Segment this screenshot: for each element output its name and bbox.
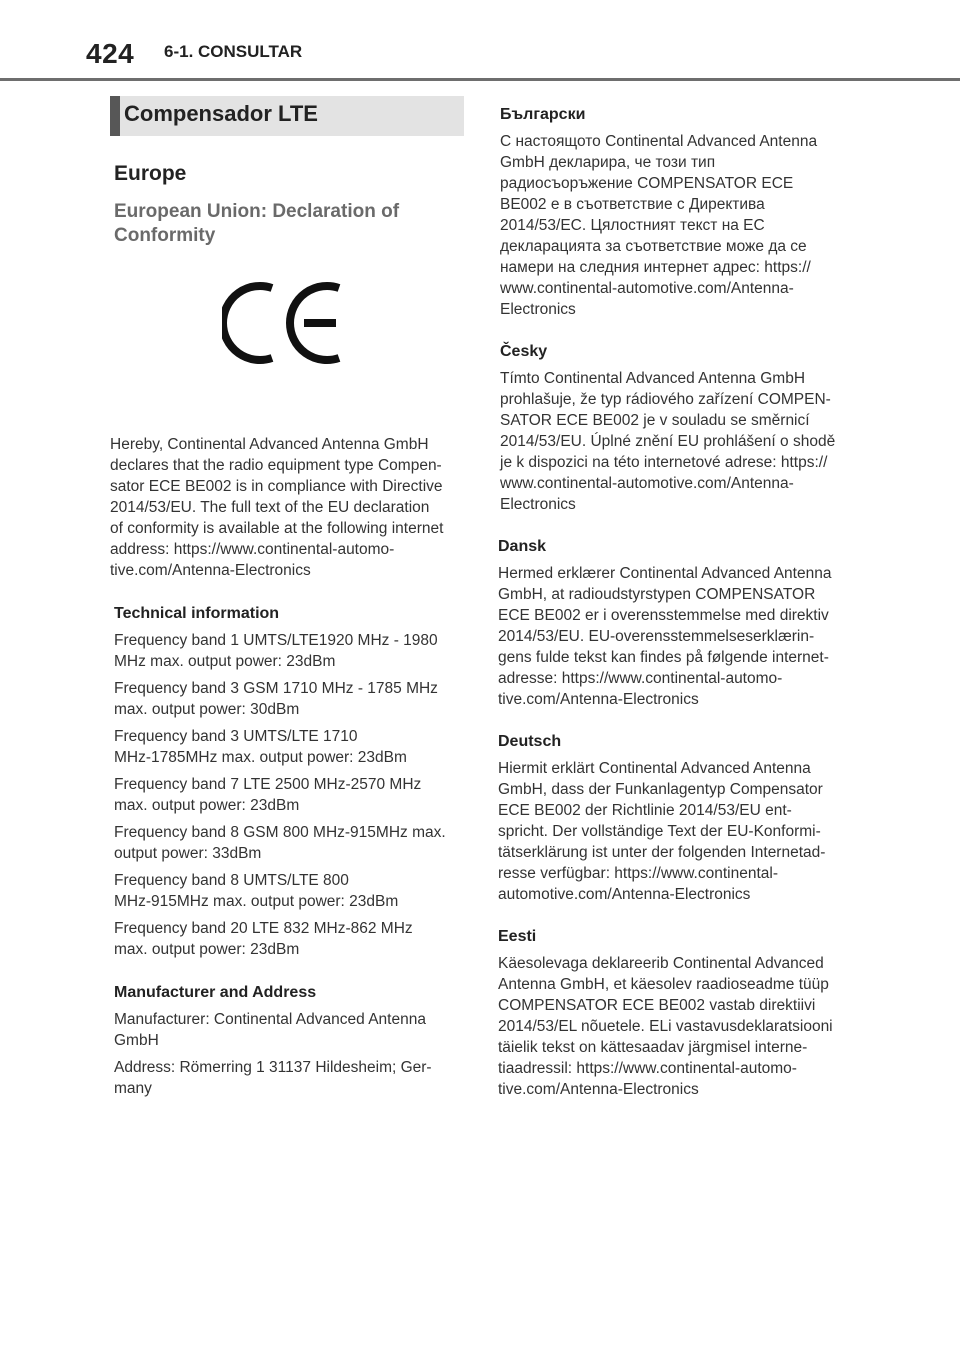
list-item: Frequency band 7 LTE 2500 MHz-2570 MHz max. output power: 23dBm xyxy=(114,776,422,814)
ce-mark-icon xyxy=(222,278,352,368)
language-block-german xyxy=(498,731,848,905)
list-item: Manufacturer: Continental Advanced Antenna GmbH xyxy=(114,1011,426,1049)
left-column xyxy=(110,96,464,1099)
list-item: Frequency band 8 GSM 800 MHz-915MHz max. output power: 33dBm xyxy=(114,824,446,862)
language-heading: Dansk xyxy=(498,538,547,555)
language-text: Hermed erklærer Continental Advanced Antenna GmbH, at radioudstyrstypen COMPENSATOR ECE BE002 er i overensstemmelse med direktiv 2014/53/EU. EU-overensstemmelseserklærin- gens fulde tekst kan findes på følgende internet- adresse: https://www.continental-automo- tive.com/Antenna-Electronics xyxy=(498,565,832,708)
section-title-bar xyxy=(110,96,120,136)
list-item: Frequency band 3 UMTS/LTE 1710 MHz-1785MHz max. output power: 23dBm xyxy=(114,728,407,766)
language-block-danish xyxy=(498,536,848,710)
technical-info-heading: Technical information xyxy=(114,605,280,622)
list-item: Frequency band 8 UMTS/LTE 800 MHz-915MHz max. output power: 23dBm xyxy=(114,872,399,910)
technical-info-list xyxy=(114,630,464,960)
language-block-bulgarian xyxy=(498,104,848,320)
language-heading: Deutsch xyxy=(498,733,562,750)
declaration-heading: European Union: Declaration of Conformity xyxy=(114,201,400,246)
language-text: Hiermit erklärt Continental Advanced Antenna GmbH, dass der Funkanlagentyp Compensator ECE BE002 der Richtlinie 2014/53/EU ent- spricht. Der vollständige Text der EU-Konformi- tätserklärung ist unter der folgenden Internetad- resse verfügbar: https://www.continental- automotive.com/Antenna-Electronics xyxy=(498,760,826,903)
language-block-czech xyxy=(498,341,848,515)
chapter-title: 6-1. CONSULTAR xyxy=(164,42,303,61)
list-item: Frequency band 1 UMTS/LTE1920 MHz - 1980 MHz max. output power: 23dBm xyxy=(114,632,438,670)
language-heading: Česky xyxy=(500,343,548,360)
language-text: Käesolevaga deklareerib Continental Advanced Antenna GmbH, et käesolev raadioseadme tüüp COMPENSATOR ECE BE002 vastab direktiivi 2014/53/EL nõuetele. ELi vastavusdeklaratsiooni täielik tekst on kättesaadav järgmisel interne- tiaadressil: https://www.continental-automo- tive.com/Antenna-Electronics xyxy=(498,955,833,1098)
section-title-box xyxy=(110,96,464,136)
language-text: Tímto Continental Advanced Antenna GmbH prohlašuje, že typ rádiového zařízení COMPEN- SATOR ECE BE002 je v souladu se směrnicí 2014/53/EU. Úplné znění EU prohlášení o shodě je k dispozici na této internetové adrese: https:// www.continental-automotive.com/Antenna- Electronics xyxy=(500,370,836,513)
manufacturer-list xyxy=(114,1009,464,1099)
language-heading: Български xyxy=(500,106,586,123)
ce-mark xyxy=(110,278,464,408)
manufacturer-heading: Manufacturer and Address xyxy=(114,984,317,1001)
language-text: С настоящото Continental Advanced Antenna GmbH декларира, че този тип радиосъоръжение COMPENSATOR ECE BE002 е в съответствие с Директива 2014/53/ЕС. Цялостният текст на ЕС декларацията за съответствие може да се намери на следния интернет адрес: https:// www.continental-automotive.com/Antenna- Electronics xyxy=(500,133,818,318)
language-heading: Eesti xyxy=(498,928,537,945)
declaration-text: Hereby, Continental Advanced Antenna GmbH declares that the radio equipment type Compen- sator ECE BE002 is in compliance with Directive 2014/53/EU. The full text of the EU declaration of conformity is available at the following internet address: https://www.continental-automo- tive.com/Antenna-Electronics xyxy=(110,436,444,579)
page-number: 424 xyxy=(86,38,135,69)
list-item: Address: Römerring 1 31137 Hildesheim; Ger- many xyxy=(114,1059,432,1097)
right-column xyxy=(498,104,848,1100)
region-heading: Europe xyxy=(114,162,187,185)
list-item: Frequency band 3 GSM 1710 MHz - 1785 MHz max. output power: 30dBm xyxy=(114,680,438,718)
page-header xyxy=(0,0,960,81)
language-block-estonian xyxy=(498,926,848,1100)
section-title: Compensador LTE xyxy=(124,101,318,126)
list-item: Frequency band 20 LTE 832 MHz-862 MHz max. output power: 23dBm xyxy=(114,920,413,958)
